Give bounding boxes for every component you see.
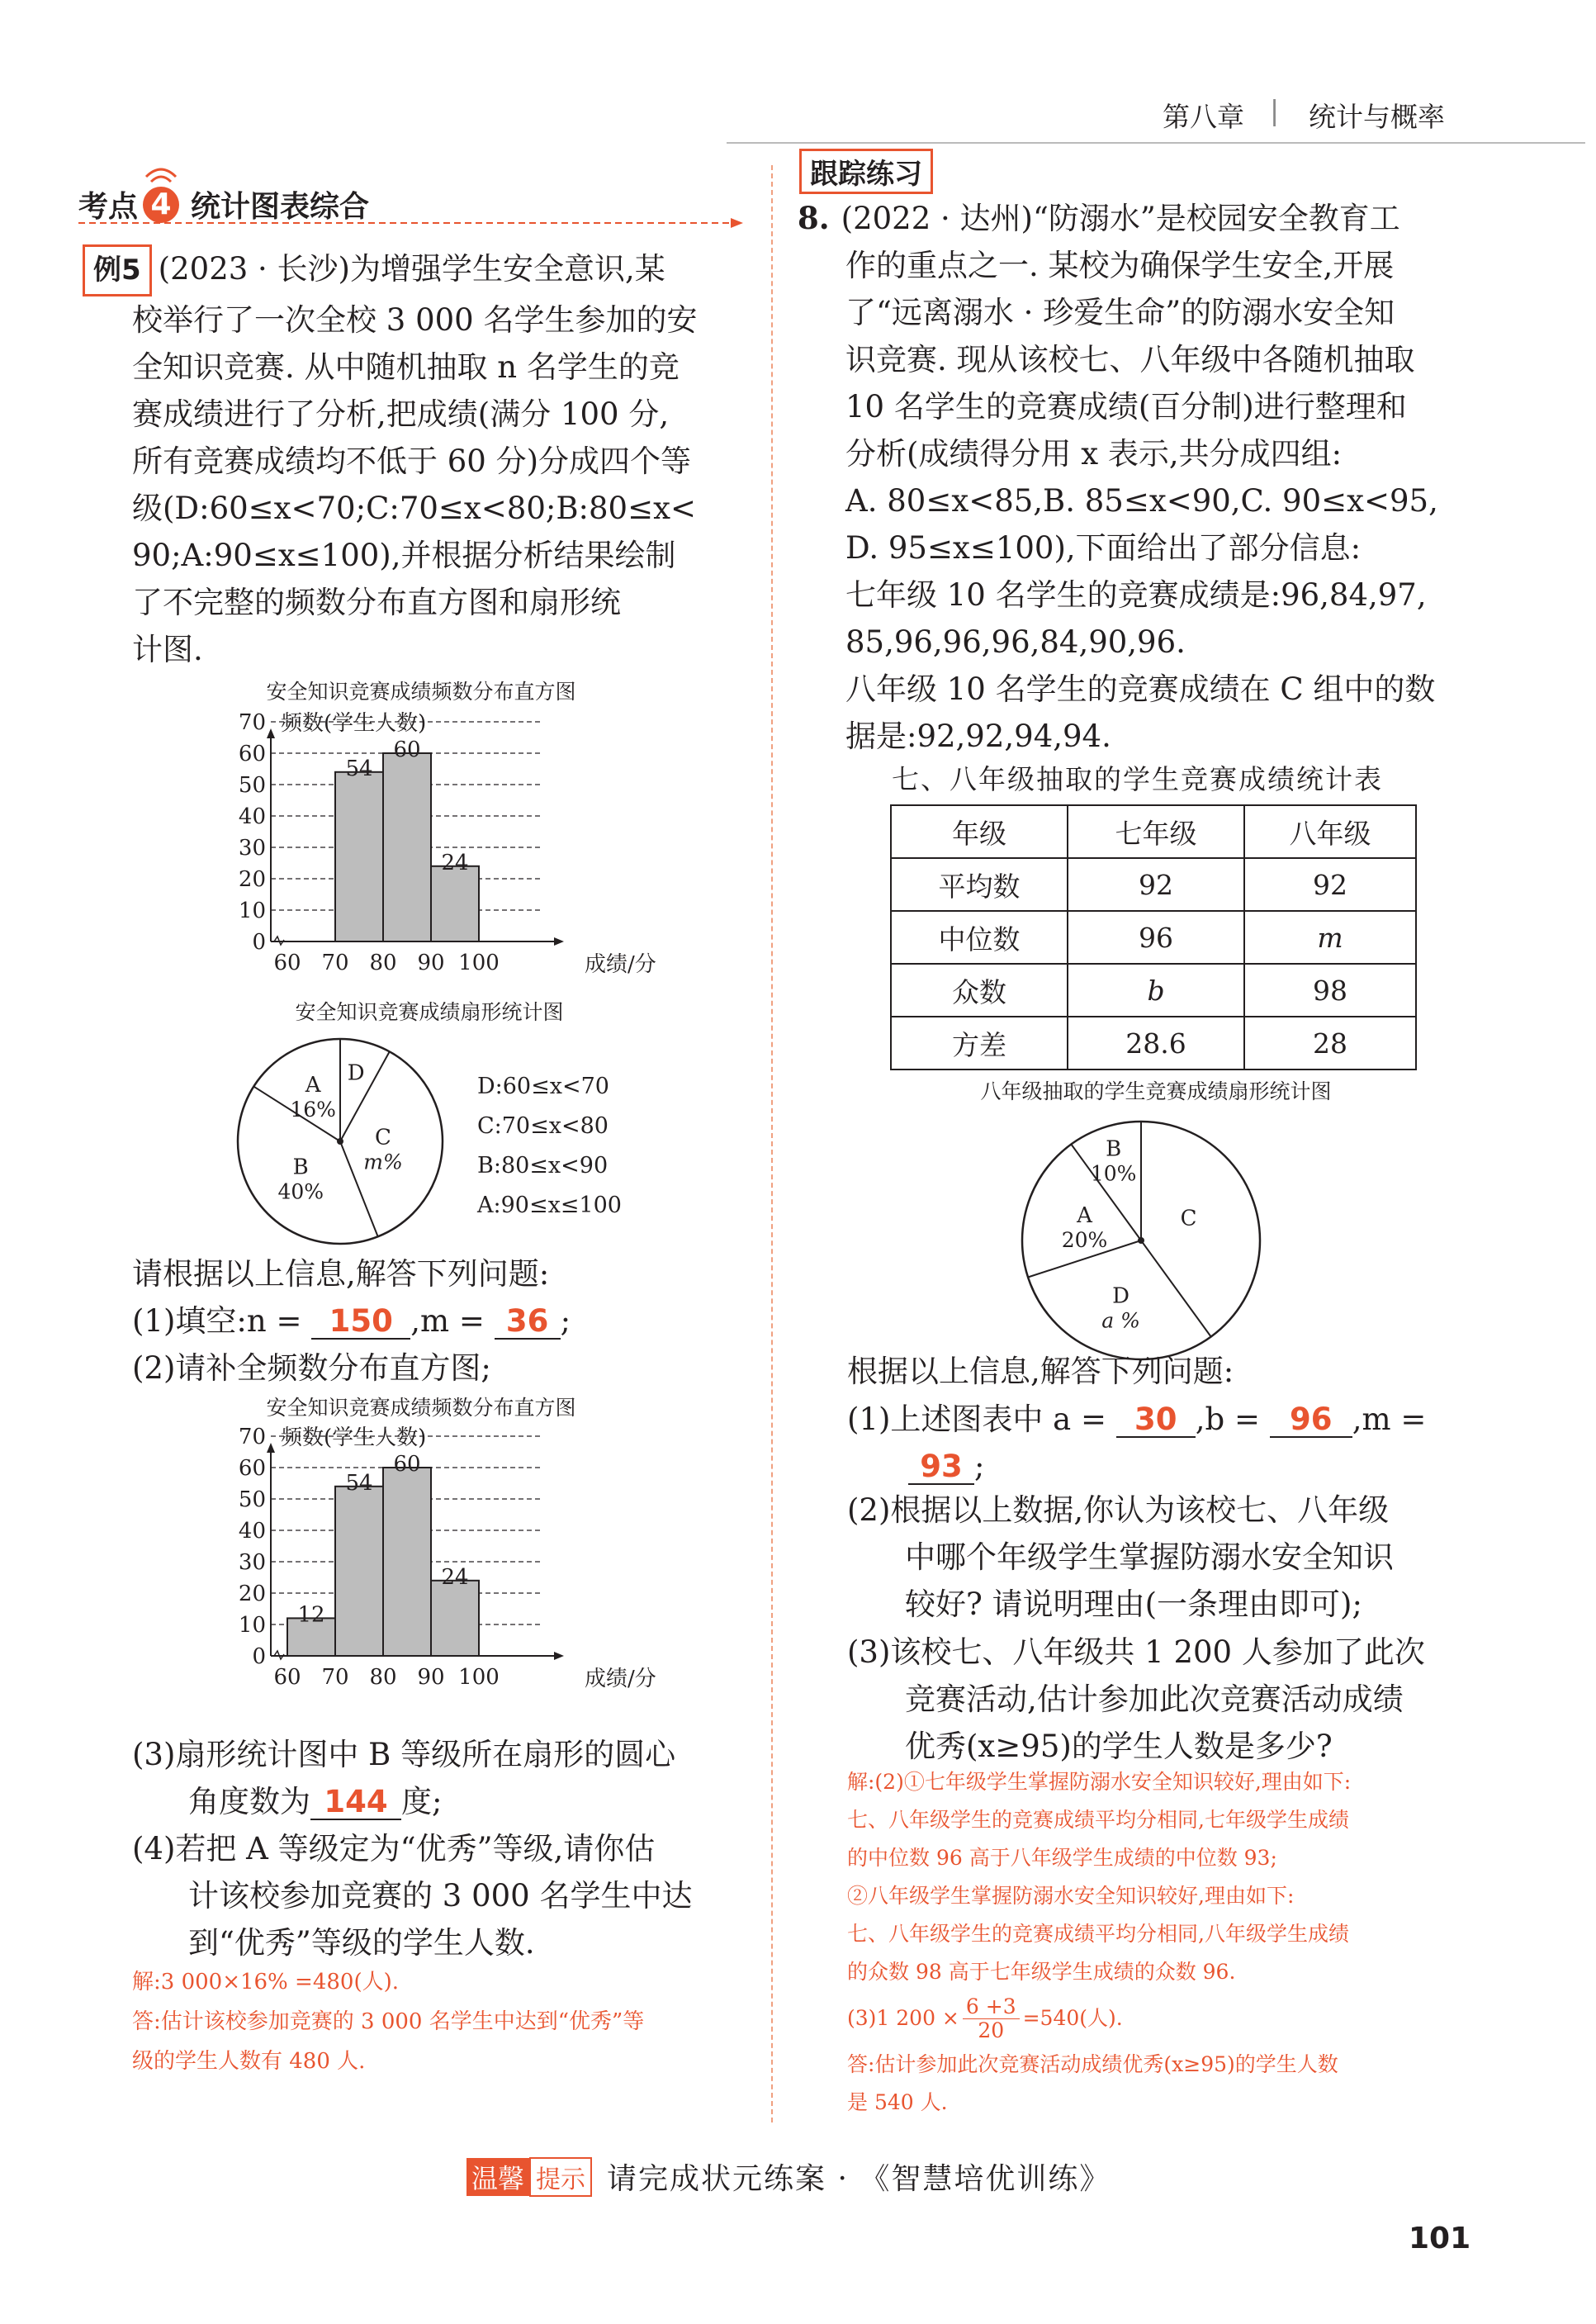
table-title: 七、八年级抽取的学生竞赛成绩统计表: [892, 763, 1383, 795]
pie-slice-label: B: [1106, 1136, 1122, 1162]
section-arrow: [78, 216, 747, 230]
header-separator: |: [1270, 94, 1280, 126]
practice-label: 跟踪练习: [799, 149, 933, 194]
bar-value-label: 60: [393, 738, 421, 762]
y-tick-label: 40: [238, 804, 266, 829]
x-tick-label: 90: [417, 951, 445, 975]
pie-slice-value: m%: [363, 1150, 403, 1174]
x-tick-label: 60: [273, 1665, 301, 1690]
y-tick-label: 70: [238, 1425, 266, 1449]
pie-slice-value: 20%: [1061, 1227, 1108, 1252]
example-text: [83, 244, 743, 673]
section-title: 统计图表综合: [191, 190, 370, 224]
pie1-legend: [477, 1067, 622, 1226]
legend-b: B:80≤x<90: [477, 1153, 609, 1179]
tip-tag-hint: 提示: [529, 2157, 592, 2197]
example-line-8: 了不完整的频数分布直方图和扇形统: [132, 585, 621, 620]
histogram-bar: [383, 753, 431, 941]
answer-a: 30: [1134, 1402, 1177, 1437]
bar-value-label: 54: [345, 756, 373, 781]
tip-tag-warm: 温馨: [466, 2158, 529, 2196]
y-axis-arrow: [267, 728, 275, 738]
answer-b: 96: [1290, 1402, 1333, 1437]
bar-value-label: 60: [393, 1452, 421, 1477]
legend-d: D:60≤x<70: [477, 1074, 609, 1099]
pie-slice-value: 40%: [277, 1179, 324, 1204]
x-tick-label: 90: [417, 1665, 445, 1690]
column-divider: [771, 165, 773, 2122]
pie-chart-1: [233, 1034, 448, 1249]
y-tick-label: 60: [238, 742, 266, 766]
footer-tip: [466, 2156, 1111, 2198]
example-q3: (3)扇形统计图中 B 等级所在扇形的圆心 角度数为 144 度;: [132, 1737, 676, 1819]
signal-icon: [144, 167, 178, 185]
example-line-5: 所有竞赛成绩均不低于 60 分)分成四个等: [132, 443, 692, 479]
example-line-4: 赛成绩进行了分析,把成绩(满分 100 分,: [132, 396, 670, 432]
section-number-badge: 4: [143, 187, 179, 223]
x-tick-label: 80: [369, 1665, 397, 1690]
practice-text: 8. (2022 · 达州)“防溺水”是校园安全教育工 作的重点之一. 某校为确保学生安全,开展 了“远离溺水 · 珍爱生命”的防溺水安全知 识竞赛. 现从该校七、八年级中各随机抽取 10 名学生的竞赛成绩(百分制)进行整理和 分析(成绩得分用 x 表示,共分成四组: A. 80≤x<85,B. 85≤x<90,C. 90≤x<95, D. 95≤x≤100),下面给出了部分信息: 七年级 10 名学生的竞赛成绩是:96,84,97, 85,96,96,96,84,90,96. 八年级 10 名学生的竞赛成绩在 C 组中的数 据是:92,92,94,94.: [798, 195, 1458, 760]
answer-n: 150: [329, 1303, 393, 1339]
table-row: 平均数 92 92: [891, 858, 1416, 911]
y-tick-label: 70: [238, 710, 266, 735]
answer-m2-blank: [908, 1450, 974, 1485]
y-tick-label: 30: [238, 1550, 266, 1575]
chapter-title: 统计与概率: [1309, 101, 1445, 133]
example-line-9: 计图.: [132, 632, 203, 667]
solution-line-1: 解:3 000×16% =480(人).: [132, 1970, 399, 1994]
y-tick-label: 10: [238, 1613, 266, 1638]
y-tick-label: 50: [238, 1487, 266, 1512]
fraction: $\frac{6 +3}{20}$: [963, 1995, 1020, 2042]
pie-slice-label: B: [292, 1155, 309, 1180]
x-axis-arrow: [554, 937, 564, 946]
pie-slice-value: 16%: [290, 1098, 336, 1122]
solution-line-3: 级的学生人数有 480 人.: [132, 2049, 366, 2074]
pie-center: [337, 1138, 343, 1145]
x-axis-label: 成绩/分: [585, 952, 656, 977]
y-tick-label: 20: [238, 1582, 266, 1606]
table-header-row: 年级 七年级 八年级: [891, 805, 1416, 858]
example-q4: (4)若把 A 等级定为“优秀”等级,请你估 计该校参加竞赛的 3 000 名学生中达 到“优秀”等级的学生人数.: [132, 1831, 693, 1961]
example-label: 例5: [83, 244, 152, 296]
pie2-title: 八年级抽取的学生竞赛成绩扇形统计图: [980, 1079, 1332, 1103]
table-row: 中位数 96 m: [891, 911, 1416, 964]
answer-m: 36: [505, 1303, 549, 1339]
bar-value-label: 24: [441, 1564, 469, 1590]
y-tick-label: 30: [238, 836, 266, 861]
example-line-2: 校举行了一次全校 3 000 名学生参加的安: [132, 302, 698, 338]
histogram-bar: [383, 1468, 431, 1656]
practice-prompt: 根据以上信息,解答下列问题:: [847, 1354, 1234, 1389]
pie1-title: 安全知识竞赛成绩扇形统计图: [295, 1000, 564, 1024]
example-solution: [132, 1962, 760, 2081]
solution-line-2: 答:估计该校参加竞赛的 3 000 名学生中达到“优秀”等: [132, 2009, 645, 2034]
practice-label-box: [799, 149, 933, 194]
x-tick-label: 100: [458, 1665, 500, 1690]
legend-c: C:70≤x<80: [477, 1113, 609, 1139]
pie-slice-value: a %: [1101, 1308, 1140, 1333]
x-tick-label: 100: [458, 951, 500, 975]
x-tick-label: 70: [321, 951, 349, 975]
practice-q2: (2)根据以上数据,你认为该校七、八年级 中哪个年级学生掌握防溺水安全知识 较好? 请说明理由(一条理由即可);: [847, 1492, 1394, 1622]
example-prompt: 请根据以上信息,解答下列问题:: [132, 1256, 550, 1292]
header-rule: [727, 142, 1585, 144]
histogram-bar: [335, 772, 383, 941]
pie-slice-label: A: [305, 1073, 321, 1098]
chapter-label: 第八章: [1163, 101, 1244, 133]
x-tick-label: 60: [273, 951, 301, 975]
histogram-bar: [335, 1487, 383, 1656]
fraction-line: (3)1 200 × $\frac{6 +3}{20}$ =540(人).: [847, 1994, 1123, 2042]
y-axis-label: 频数(学生人数): [281, 711, 427, 736]
pie-slice-label: D: [1112, 1283, 1130, 1309]
table-row: 众数 b 98: [891, 964, 1416, 1017]
y-axis-arrow: [267, 1443, 275, 1453]
example-q1: (1)填空:n = 150 ,m = 36 ;: [132, 1303, 571, 1339]
bar-value-label: 24: [441, 850, 469, 875]
example-line-3: 全知识竞赛. 从中随机抽取 n 名学生的竞: [132, 349, 680, 385]
tip-text: 请完成状元练案 · 《智慧培优训练》: [607, 2162, 1111, 2196]
pie-chart-2: [1017, 1117, 1265, 1364]
problem-number: 8.: [798, 200, 830, 236]
x-axis-arrow: [554, 1652, 564, 1660]
pie-slice-label: D: [347, 1060, 365, 1086]
answer-angle-blank: [310, 1786, 401, 1820]
y-tick-label: 20: [238, 867, 266, 892]
practice-line-1: 8. (2022 · 达州)“防溺水”是校园安全教育工: [798, 200, 1400, 236]
bar-value-label: 12: [297, 1602, 325, 1628]
answer-m2: 93: [920, 1449, 963, 1484]
pie-slice-value: 10%: [1090, 1161, 1137, 1186]
histogram1-title: 安全知识竞赛成绩频数分布直方图: [266, 680, 576, 704]
bar-value-label: 54: [345, 1470, 373, 1496]
y-axis-label: 频数(学生人数): [281, 1425, 427, 1450]
pie-slice-label: C: [375, 1125, 391, 1150]
histogram1: [215, 702, 656, 983]
answer-m-blank: [495, 1305, 561, 1340]
y-tick-label: 0: [252, 1644, 266, 1669]
histogram-bar: [431, 866, 479, 941]
answer-n-blank: [311, 1305, 410, 1340]
histogram2-title: 安全知识竞赛成绩频数分布直方图: [266, 1396, 576, 1420]
pie-slice-label: A: [1077, 1202, 1092, 1228]
y-tick-label: 10: [238, 899, 266, 923]
stats-table: [890, 804, 1417, 1070]
x-axis-label: 成绩/分: [585, 1667, 656, 1691]
y-tick-label: 40: [238, 1519, 266, 1544]
page-number: 101: [1409, 2222, 1471, 2255]
practice-solution: 解:(2)①七年级学生掌握防溺水安全知识较好,理由如下: 七、八年级学生的竞赛成绩平均分相同,七年级学生成绩 的中位数 96 高于八年级学生成绩的中位数 93; ②八年级学生掌握防溺水安全知识较好,理由如下: 七、八年级学生的竞赛成绩平均分相同,八年级学生成绩 的众数 98 高于七年级学生成绩的众数 96. (3)1 200 × $\frac{6 +3}{20}$ =540(人). 答:估计参加此次竞赛活动成绩优秀(x≥95)的学生人数 是 540 人.: [847, 1763, 1491, 2122]
histogram-bar: [431, 1581, 479, 1656]
example-q2: (2)请补全频数分布直方图;: [132, 1350, 491, 1386]
practice-q1: (1)上述图表中 a = 30 ,b = 96 ,m = 93 ;: [847, 1402, 1427, 1484]
table-row: 方差 28.6 28: [891, 1017, 1416, 1070]
answer-angle: 144: [324, 1784, 388, 1819]
pie-slice-label: C: [1180, 1206, 1197, 1231]
pie-center: [1138, 1237, 1144, 1244]
answer-a-blank: [1116, 1403, 1196, 1438]
y-tick-label: 0: [252, 930, 266, 955]
practice-q3: (3)该校七、八年级共 1 200 人参加了此次 竞赛活动,估计参加此次竞赛活动成绩 优秀(x≥95)的学生人数是多少?: [847, 1634, 1425, 1764]
answer-b-blank: [1270, 1403, 1352, 1438]
x-tick-label: 70: [321, 1665, 349, 1690]
y-tick-label: 60: [238, 1456, 266, 1481]
legend-a: A:90≤x≤100: [477, 1193, 622, 1218]
example-line-6: 级(D:60≤x<70;C:70≤x<80;B:80≤x<: [132, 491, 696, 526]
example-line-1: 例5 (2023 · 长沙)为增强学生安全意识,某: [83, 244, 743, 296]
x-tick-label: 80: [369, 951, 397, 975]
example-line-7: 90;A:90≤x≤100),并根据分析结果绘制: [132, 538, 676, 573]
y-tick-label: 50: [238, 773, 266, 798]
section-prefix: 考点: [78, 190, 139, 224]
histogram2: [215, 1416, 656, 1697]
